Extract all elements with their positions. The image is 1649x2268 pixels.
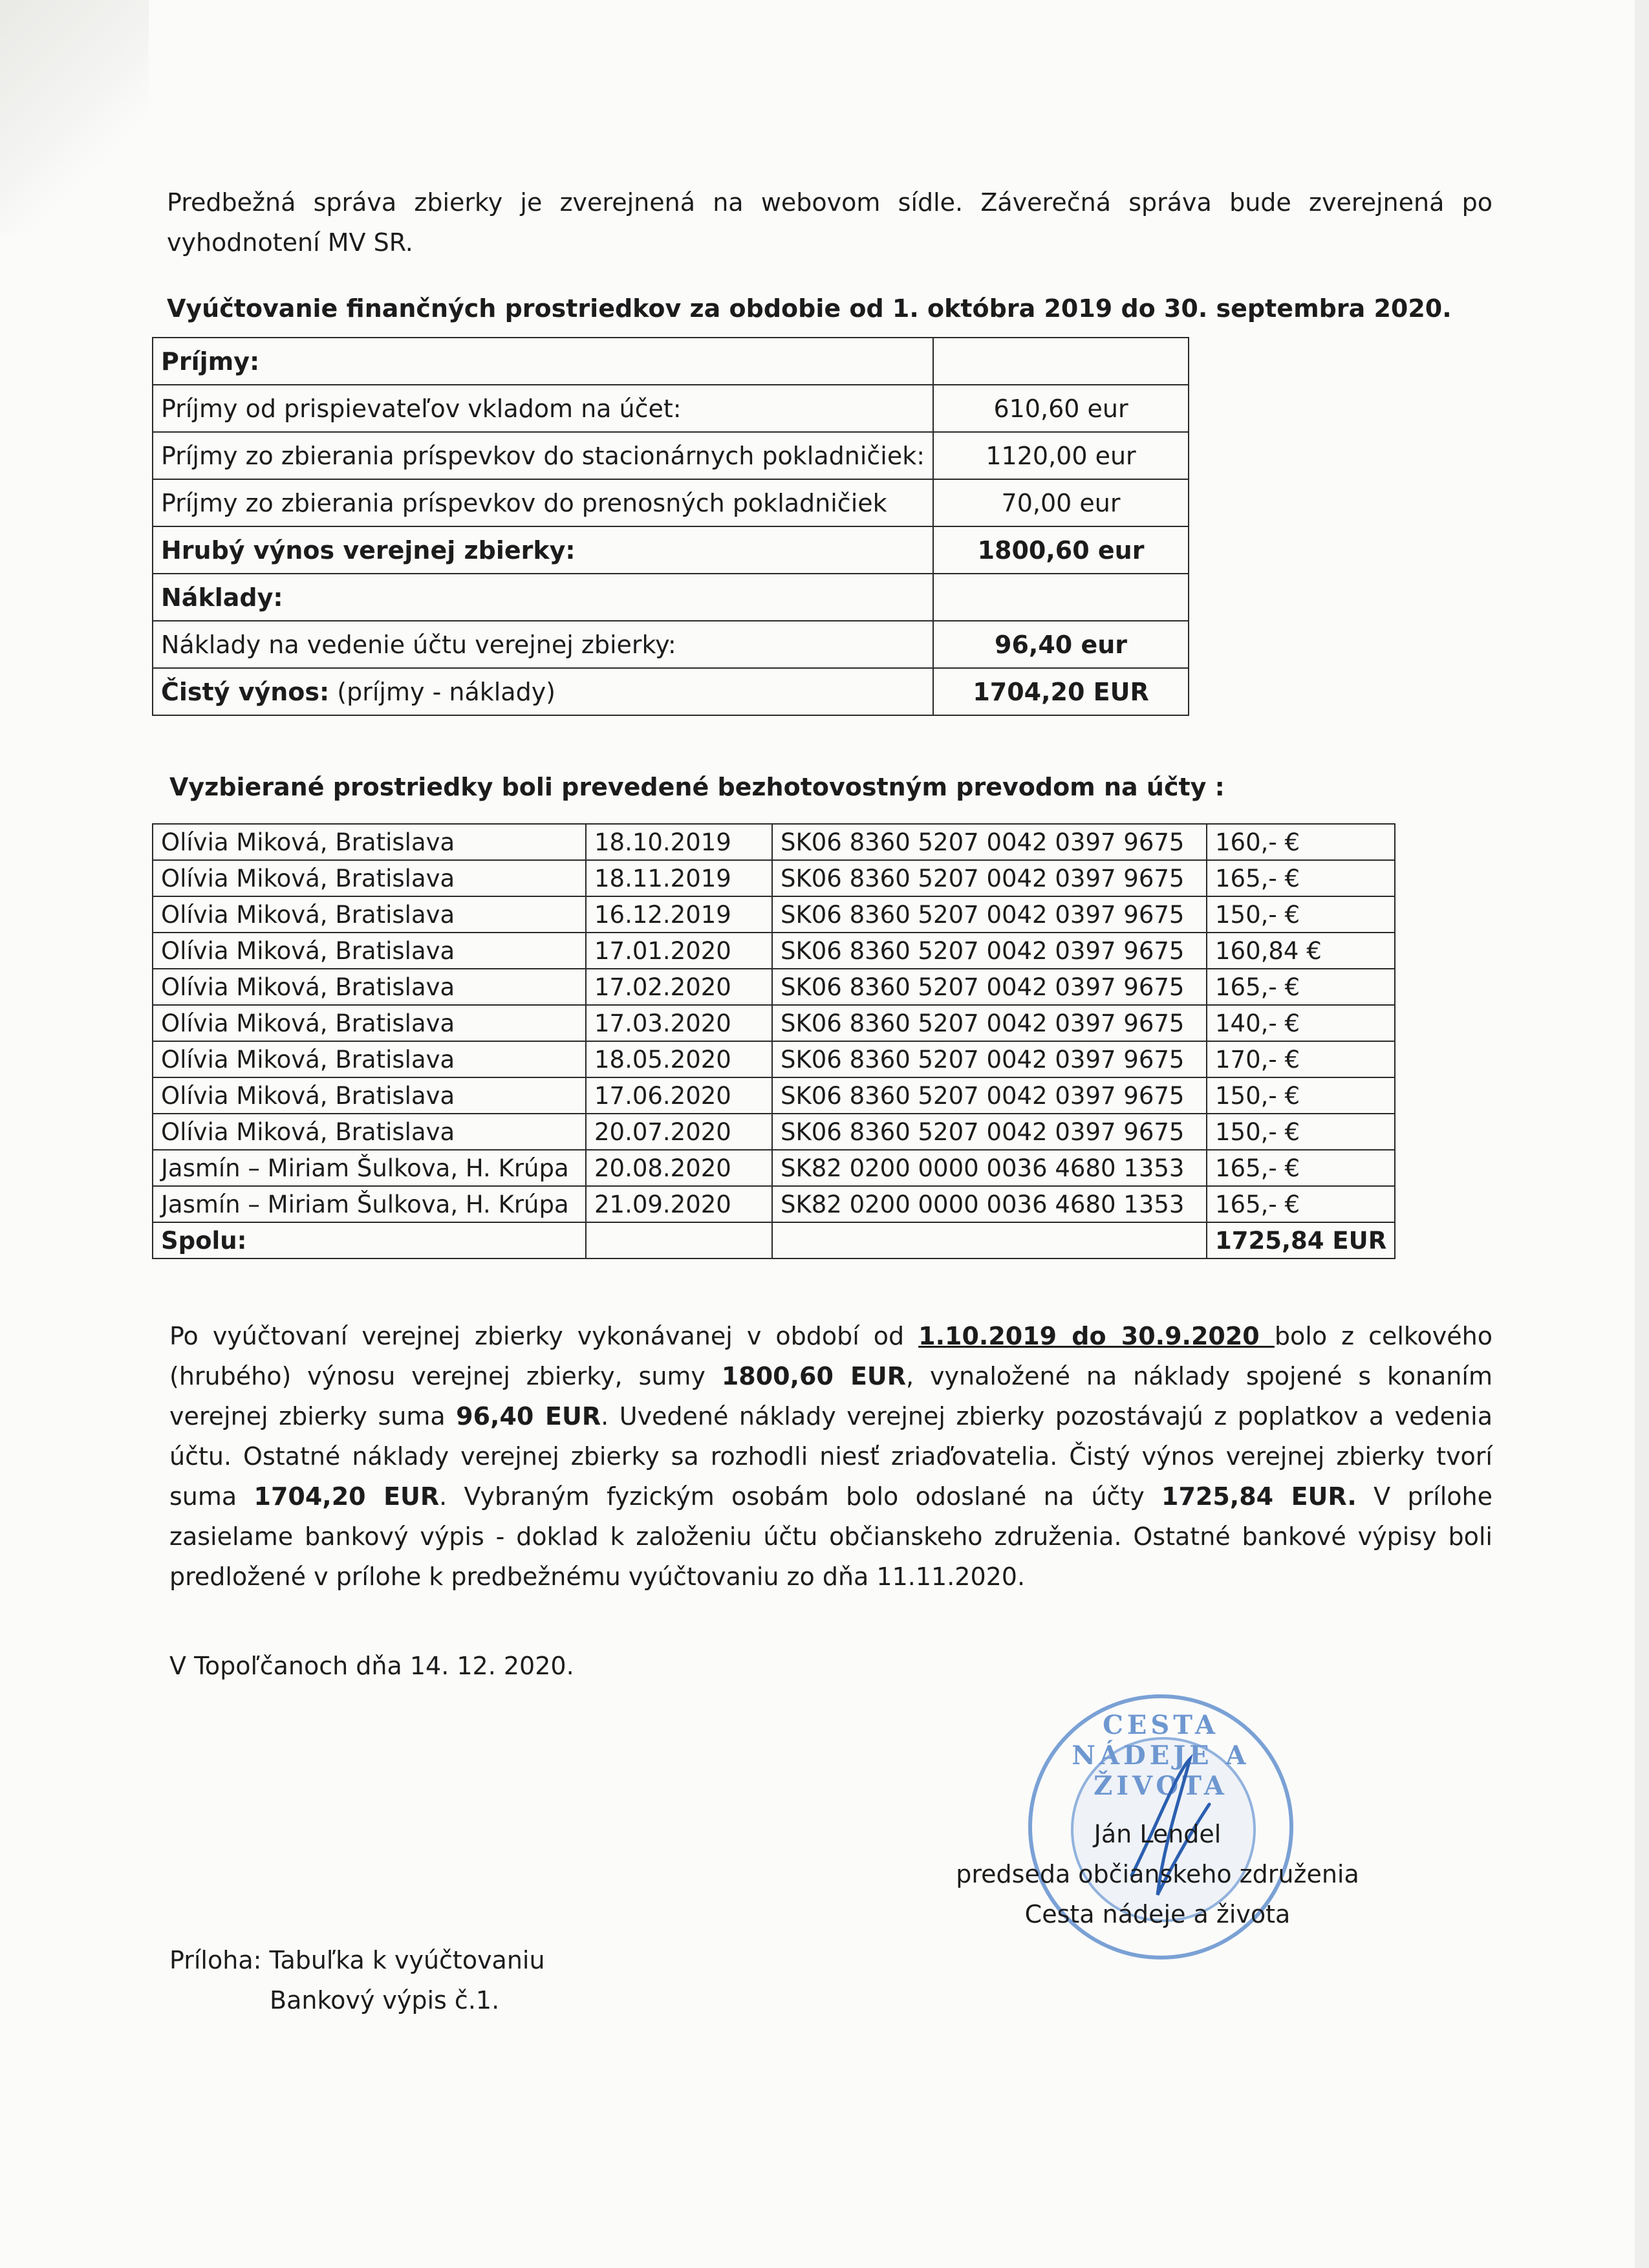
table-row bbox=[153, 1186, 1395, 1222]
transfer-iban: SK06 8360 5207 0042 0397 9675 bbox=[772, 933, 1207, 969]
financial-row-value: 1120,00 eur bbox=[933, 432, 1189, 479]
transfer-amount: 160,84 € bbox=[1207, 933, 1395, 969]
transfers-total-value: 1725,84 EUR bbox=[1207, 1222, 1395, 1258]
table-row bbox=[153, 1077, 1395, 1114]
transfer-date: 20.08.2020 bbox=[586, 1150, 772, 1186]
financial-row-value: 1704,20 EUR bbox=[933, 668, 1189, 715]
financial-row-value: 70,00 eur bbox=[933, 479, 1189, 526]
transfer-date: 18.05.2020 bbox=[586, 1041, 772, 1077]
summary-text-5: . Vybraným fyzickým osobám bolo odoslané na účty bbox=[439, 1482, 1162, 1511]
signatory-name: Ján Lendel bbox=[1094, 1820, 1222, 1848]
financial-row-value bbox=[933, 338, 1189, 385]
transfer-recipient: Jasmín – Miriam Šulkova, H. Krúpa bbox=[153, 1150, 586, 1186]
transfer-iban: SK06 8360 5207 0042 0397 9675 bbox=[772, 824, 1207, 860]
financial-row-value: 96,40 eur bbox=[933, 621, 1189, 668]
financial-row-value: 1800,60 eur bbox=[933, 526, 1189, 574]
transfer-iban: SK06 8360 5207 0042 0397 9675 bbox=[772, 1077, 1207, 1114]
financial-row bbox=[153, 338, 1189, 385]
summary-net: 1704,20 EUR bbox=[253, 1482, 440, 1511]
summary-text-1: Po vyúčtovaní verejnej zbierky vykonávanej v období od bbox=[169, 1322, 919, 1350]
transfer-amount: 165,- € bbox=[1207, 1150, 1395, 1186]
financial-row-label bbox=[153, 668, 933, 715]
financial-row bbox=[153, 526, 1189, 574]
financial-row-label: Náklady na vedenie účtu verejnej zbierky: bbox=[153, 621, 933, 668]
table-row bbox=[153, 860, 1395, 896]
transfers-total-row bbox=[153, 1222, 1395, 1258]
transfer-recipient: Olívia Miková, Bratislava bbox=[153, 1005, 586, 1041]
transfer-amount: 165,- € bbox=[1207, 860, 1395, 896]
page-edge-shadow bbox=[1635, 0, 1649, 2268]
transfer-amount: 170,- € bbox=[1207, 1041, 1395, 1077]
transfer-recipient: Olívia Miková, Bratislava bbox=[153, 896, 586, 933]
transfer-recipient: Jasmín – Miriam Šulkova, H. Krúpa bbox=[153, 1186, 586, 1222]
transfers-table bbox=[152, 823, 1396, 1259]
summary-gross: 1800,60 EUR bbox=[721, 1362, 907, 1390]
attachment-item-2: Bankový výpis č.1. bbox=[270, 1986, 500, 2014]
transfer-iban: SK82 0200 0000 0036 4680 1353 bbox=[772, 1186, 1207, 1222]
transfer-iban: SK06 8360 5207 0042 0397 9675 bbox=[772, 969, 1207, 1005]
financial-row-label-rest: (príjmy - náklady) bbox=[329, 677, 556, 706]
financial-row bbox=[153, 668, 1189, 715]
financial-row-value bbox=[933, 574, 1189, 621]
transfer-date: 17.06.2020 bbox=[586, 1077, 772, 1114]
table-row bbox=[153, 896, 1395, 933]
financial-row-label: Hrubý výnos verejnej zbierky: bbox=[153, 526, 933, 574]
attachments-block bbox=[169, 1940, 545, 2020]
attachment-item-1: Tabuľka k vyúčtovaniu bbox=[269, 1946, 545, 1974]
transfer-amount: 150,- € bbox=[1207, 1077, 1395, 1114]
transfer-iban: SK06 8360 5207 0042 0397 9675 bbox=[772, 860, 1207, 896]
summary-period: 1.10.2019 do 30.9.2020 bbox=[918, 1322, 1275, 1350]
summary-sent: 1725,84 EUR. bbox=[1161, 1482, 1357, 1511]
transfer-date: 17.03.2020 bbox=[586, 1005, 772, 1041]
settlement-heading: Vyúčtovanie finančných prostriedkov za obdobie od 1. októbra 2019 do 30. septembra 2020. bbox=[167, 294, 1452, 323]
table-row bbox=[153, 1041, 1395, 1077]
transfer-date: 18.10.2019 bbox=[586, 824, 772, 860]
financial-row bbox=[153, 574, 1189, 621]
transfer-amount: 165,- € bbox=[1207, 1186, 1395, 1222]
financial-row-label: Príjmy zo zbierania príspevkov do stacionárnych pokladničiek: bbox=[153, 432, 933, 479]
signature-block bbox=[951, 1814, 1364, 1934]
table-row bbox=[153, 1150, 1395, 1186]
signatory-role: predseda občianskeho združenia bbox=[956, 1860, 1359, 1888]
table-row bbox=[153, 969, 1395, 1005]
financial-row bbox=[153, 385, 1189, 432]
transfer-iban: SK06 8360 5207 0042 0397 9675 bbox=[772, 896, 1207, 933]
transfer-amount: 150,- € bbox=[1207, 1114, 1395, 1150]
table-row bbox=[153, 824, 1395, 860]
transfer-recipient: Olívia Miková, Bratislava bbox=[153, 969, 586, 1005]
summary-text-4: . Uvedené náklady verejnej zbierky pozostávajú z poplatkov a vedenia účtu. Ostatné náklady verejnej zbierky sa rozhodli niesť zriaďovatelia. Čistý výnos verejnej zbierky tvorí suma bbox=[169, 1402, 1493, 1511]
financial-row-value: 610,60 eur bbox=[933, 385, 1189, 432]
transfer-recipient: Olívia Miková, Bratislava bbox=[153, 933, 586, 969]
financial-row-label: Príjmy zo zbierania príspevkov do prenosných pokladničiek bbox=[153, 479, 933, 526]
transfer-recipient: Olívia Miková, Bratislava bbox=[153, 824, 586, 860]
summary-paragraph bbox=[169, 1316, 1493, 1597]
transfer-date: 21.09.2020 bbox=[586, 1186, 772, 1222]
transfer-date: 20.07.2020 bbox=[586, 1114, 772, 1150]
attachments-label: Príloha: bbox=[169, 1946, 262, 1974]
summary-costs: 96,40 EUR bbox=[456, 1402, 601, 1431]
stamp-text: CESTA NÁDEJE A ŽIVOTA bbox=[1072, 1710, 1250, 1801]
transfers-heading: Vyzbierané prostriedky boli prevedené bezhotovostným prevodom na účty : bbox=[169, 773, 1225, 801]
transfer-date: 17.02.2020 bbox=[586, 969, 772, 1005]
transfer-iban: SK82 0200 0000 0036 4680 1353 bbox=[772, 1150, 1207, 1186]
transfer-date: 18.11.2019 bbox=[586, 860, 772, 896]
financial-row-label: Príjmy od prispievateľov vkladom na účet: bbox=[153, 385, 933, 432]
financial-row bbox=[153, 432, 1189, 479]
empty-cell bbox=[586, 1222, 772, 1258]
transfer-amount: 140,- € bbox=[1207, 1005, 1395, 1041]
financial-row bbox=[153, 621, 1189, 668]
signatory-organization: Cesta nádeje a života bbox=[1024, 1900, 1291, 1928]
summary-text-6: V prílohe zasielame bankový výpis - doklad k založeniu účtu občianskeho združenia. Ostatné bankové výpisy boli predložené v prílohe k predbežnému vyúčtovaniu zo dňa 11.11.2020. bbox=[169, 1482, 1493, 1591]
intro-paragraph: Predbežná správa zbierky je zverejnená na webovom sídle. Záverečná správa bude zverejnená po vyhodnotení MV SR. bbox=[167, 188, 1493, 257]
transfer-recipient: Olívia Miková, Bratislava bbox=[153, 860, 586, 896]
summary-text-2: bolo z celkového (hrubého) výnosu verejnej zbierky, sumy bbox=[169, 1322, 1493, 1390]
transfer-amount: 160,- € bbox=[1207, 824, 1395, 860]
transfer-date: 17.01.2020 bbox=[586, 933, 772, 969]
empty-cell bbox=[772, 1222, 1207, 1258]
table-row bbox=[153, 933, 1395, 969]
transfers-total-label: Spolu: bbox=[153, 1222, 586, 1258]
financial-row-label-bold: Čistý výnos: bbox=[161, 677, 330, 706]
financial-row-label: Príjmy: bbox=[153, 338, 933, 385]
table-row bbox=[153, 1005, 1395, 1041]
table-row bbox=[153, 1114, 1395, 1150]
transfer-iban: SK06 8360 5207 0042 0397 9675 bbox=[772, 1041, 1207, 1077]
transfer-recipient: Olívia Miková, Bratislava bbox=[153, 1114, 586, 1150]
transfer-date: 16.12.2019 bbox=[586, 896, 772, 933]
transfer-recipient: Olívia Miková, Bratislava bbox=[153, 1077, 586, 1114]
place-date: V Topoľčanoch dňa 14. 12. 2020. bbox=[169, 1652, 574, 1680]
financial-row-label: Náklady: bbox=[153, 574, 933, 621]
financial-row bbox=[153, 479, 1189, 526]
transfer-iban: SK06 8360 5207 0042 0397 9675 bbox=[772, 1005, 1207, 1041]
transfer-amount: 165,- € bbox=[1207, 969, 1395, 1005]
financial-table bbox=[152, 337, 1189, 716]
page-fold-shadow bbox=[0, 0, 149, 233]
summary-text-3: , vynaložené na náklady spojené s konaním verejnej zbierky suma bbox=[169, 1362, 1493, 1431]
transfer-amount: 150,- € bbox=[1207, 896, 1395, 933]
transfer-recipient: Olívia Miková, Bratislava bbox=[153, 1041, 586, 1077]
transfer-iban: SK06 8360 5207 0042 0397 9675 bbox=[772, 1114, 1207, 1150]
